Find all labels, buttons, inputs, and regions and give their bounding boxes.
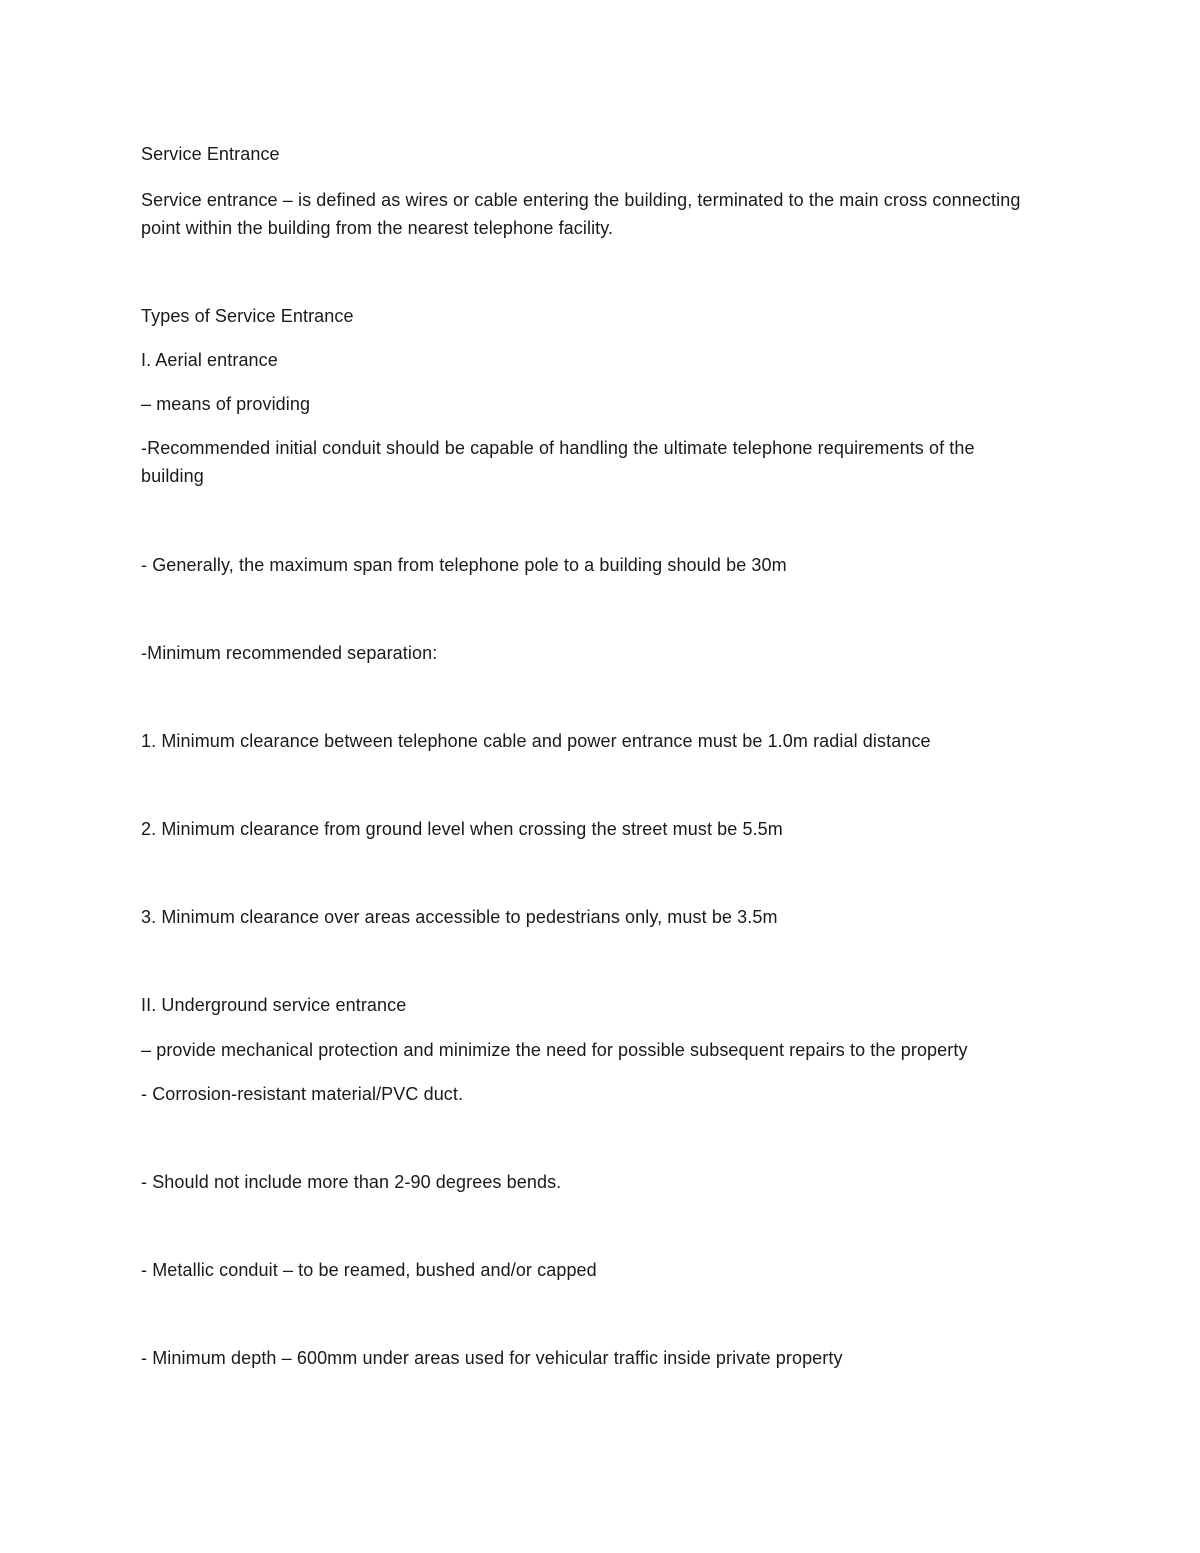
aerial-means: – means of providing [141,394,311,414]
underground-provide: – provide mechanical protection and minimize the need for possible subsequent repairs to the property [141,1040,968,1060]
definition-paragraph: Service entrance – is defined as wires or cable entering the building, terminated to the main cross connecting point within the building from the nearest telephone facility. [141,190,1021,238]
document-title: Service Entrance [141,144,280,164]
aerial-heading: I. Aerial entrance [141,350,278,370]
underground-heading: II. Underground service entrance [141,995,407,1015]
separation-item-1: 1. Minimum clearance between telephone cable and power entrance must be 1.0m radial distance [141,731,931,751]
underground-metallic: - Metallic conduit – to be reamed, bushed and/or capped [141,1260,597,1280]
underground-depth: - Minimum depth – 600mm under areas used for vehicular traffic inside private property [141,1348,843,1368]
underground-corrosion: - Corrosion-resistant material/PVC duct. [141,1084,464,1104]
underground-bends: - Should not include more than 2-90 degrees bends. [141,1172,562,1192]
types-heading: Types of Service Entrance [141,306,354,326]
aerial-recommended: -Recommended initial conduit should be capable of handling the ultimate telephone requirements of the building [141,438,975,486]
separation-item-3: 3. Minimum clearance over areas accessible to pedestrians only, must be 3.5m [141,907,778,927]
separation-item-2: 2. Minimum clearance from ground level when crossing the street must be 5.5m [141,819,783,839]
aerial-max-span: - Generally, the maximum span from telephone pole to a building should be 30m [141,555,787,575]
separation-heading: -Minimum recommended separation: [141,643,438,663]
